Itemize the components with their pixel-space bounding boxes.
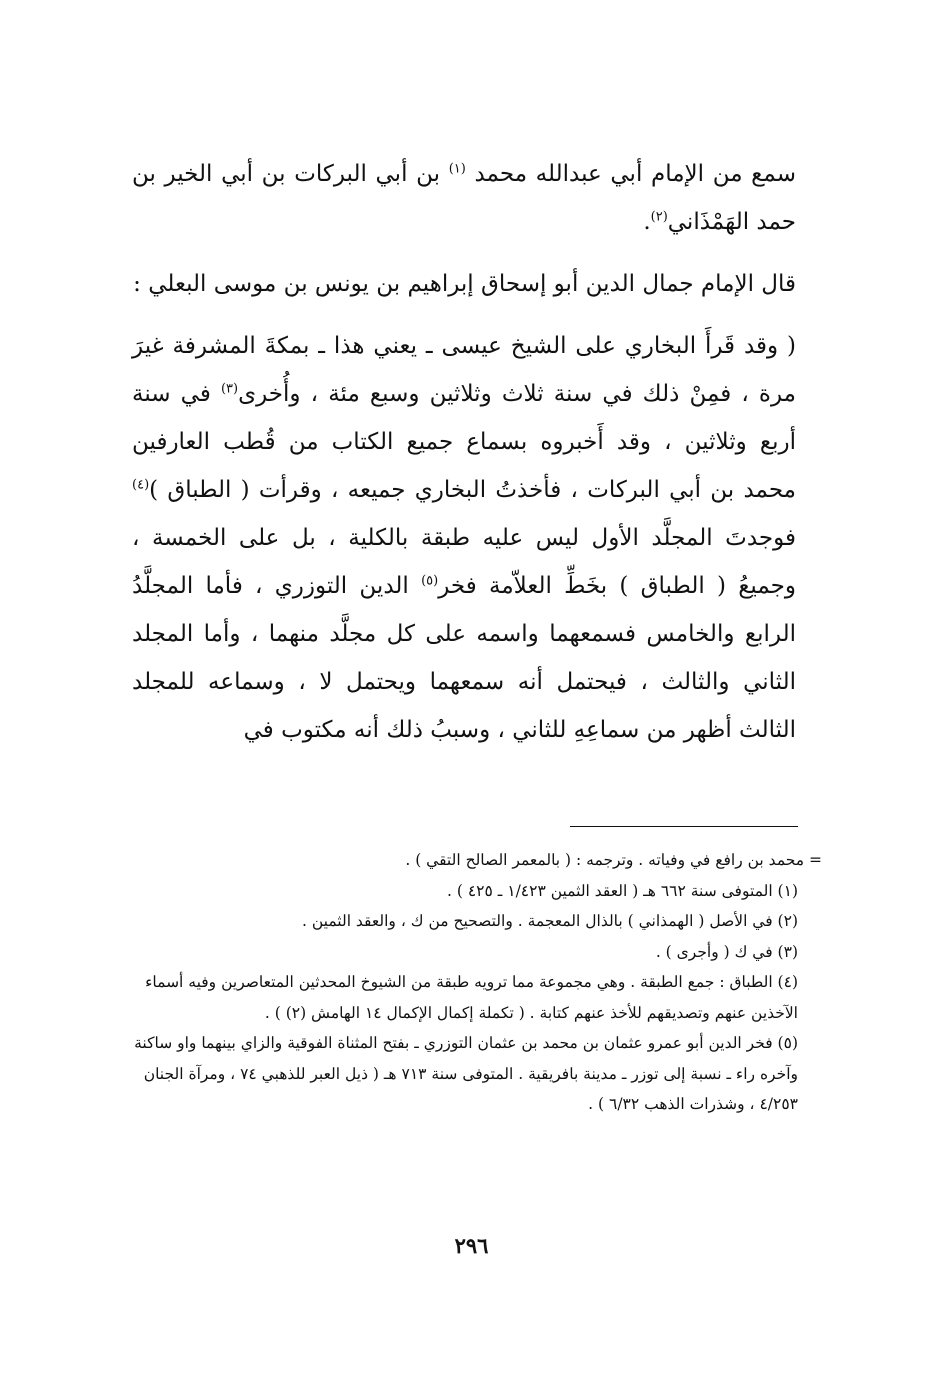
text-run: . bbox=[643, 209, 651, 235]
footnote-2: (٢) في الأصل ( الهمذاني ) بالذال المعجمة . والتصحيح من ك ، والعقد الثمين . bbox=[302, 912, 798, 930]
footnote-ref-2: (٢) bbox=[650, 209, 668, 225]
footnote-ref-3: (٣) bbox=[220, 381, 239, 397]
footnote-ref-5: (٥) bbox=[421, 573, 439, 589]
text-run: بن أبي البركات بن أبي الخير بن حمد الهَمْذَاني bbox=[132, 161, 796, 235]
paragraph-3 bbox=[132, 322, 796, 754]
text-run: في سنة أربع وثلاثين ، وقد أَخبروه بسماع جميع الكتاب من قُطب العارفين محمد بن أبي البركات ، فأخذتُ البخاري جميعه ، وقرأت ( الطباق ) bbox=[132, 381, 796, 503]
footnote-5: (٥) فخر الدين أبو عمرو عثمان بن محمد بن عثمان التوزري ـ بفتح المثناة الفوقية والزاي بينهما واو ساكنة وآخره راء ـ نسبة إلى توزر ـ مدينة بافريقية . المتوفى سنة ٧١٣ هـ ( ذيل العبر للذهبي ٧٤ ، ومرآة الجنان ٤/٢٥٣ ، وشذرات الذهب ٦/٣٢ ) . bbox=[134, 1034, 798, 1113]
footnote-4: (٤) الطباق : جمع الطبقة . وهي مجموعة مما ترويه طبقة من الشيوخ المحدثين المتعاصرين وفيه أسماء الآخذين عنهم وتصديقهم للأخذ عنهم كتابة . ( تكملة إكمال الإكمال ١٤ الهامش (٢) ) . bbox=[145, 973, 798, 1022]
text-run: سمع من الإمام أبي عبدالله محمد bbox=[474, 161, 796, 187]
paragraph-2: قال الإمام جمال الدين أبو إسحاق إبراهيم بن يونس بن موسى البعلي : bbox=[133, 271, 796, 297]
footnote-ref-1: (١) bbox=[448, 161, 466, 177]
text-run: فوجدتَ المجلَّد الأول ليس عليه طبقة بالكلية ، بل على الخمسة ، وجميعُ ( الطباق ) بخَطِّ العلاّمة فخر bbox=[132, 525, 796, 599]
text-run: الدين التوزري ، فأما المجلَّدُ الرابع والخامس فسمعهما واسمه على كل مجلَّد منهما ، وأما المجلد الثاني والثالث ، فيحتمل أنه سمعهما ويحتمل لا ، وسماعه للمجلد الثالث أظهر من سماعِهِ للثاني ، وسببُ ذلك أنه مكتوب في bbox=[132, 573, 796, 743]
footnote-ref-4: (٤) bbox=[132, 477, 150, 493]
footnotes bbox=[132, 845, 822, 1120]
footnote-1: (١) المتوفى سنة ٦٦٢ هـ ( العقد الثمين ١/٤٢٣ ـ ٤٢٥ ) . bbox=[447, 881, 798, 900]
footnote-continuation: = محمد بن رافع في وفياته . وترجمه : ( بالمعمر الصالح التقي ) . bbox=[405, 851, 822, 869]
footnote-separator bbox=[570, 826, 798, 827]
main-text bbox=[132, 150, 796, 754]
text-run: ( وقد قَرأَ البخاري على الشيخ عيسى ـ يعني هذا ـ بمكةَ المشرفة غيرَ مرة ، فمِنْ ذلك في سنة ثلاث وثلاثين وسبع مئة ، وأُخرى bbox=[132, 333, 796, 407]
paragraph-1 bbox=[132, 150, 796, 246]
page-number: ٢٩٦ bbox=[454, 1233, 489, 1258]
footnote-3: (٣) في ك ( وأجرى ) . bbox=[655, 942, 798, 961]
